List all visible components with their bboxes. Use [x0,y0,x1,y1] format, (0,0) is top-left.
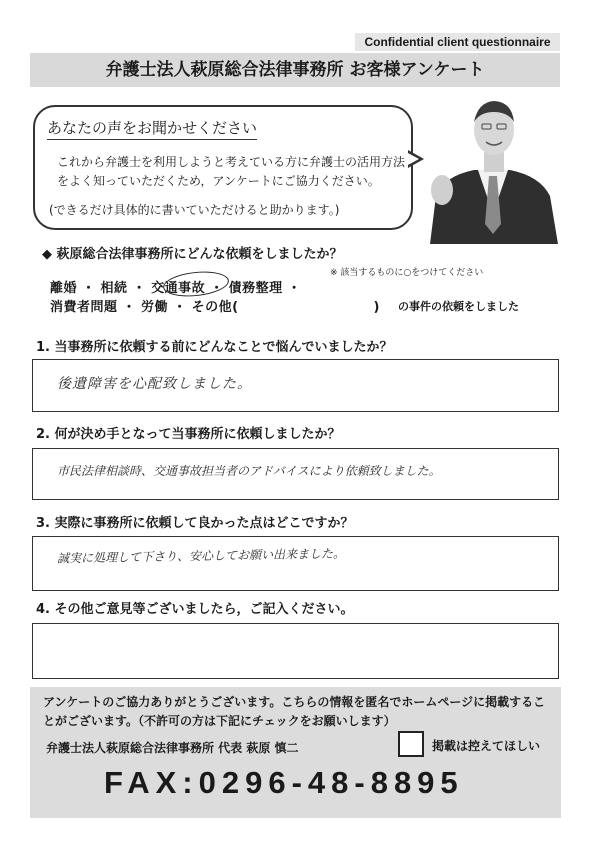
speech-body: これから弁護士を利用しようと考えている方に弁護士の活用方法をよく知っていただくため，アンケートにご協力ください。 [57,155,406,188]
category-list-2: 消費者問題 ・ 労働 ・ その他( ) [50,300,380,315]
question-4: 4. その他ご意見等ございましたら，ご記入ください。 [36,602,354,617]
question-2: 2. 何が決め手となって当事務所に依頼しましたか？ [36,427,341,442]
answer-box-1[interactable] [32,359,559,412]
document-type-label: Confidential client questionnaire [355,33,560,51]
footer-office: 弁護士法人萩原総合法律事務所 代表 萩原 慎二 [46,741,299,755]
footer-thanks: アンケートのご協力ありがとうございます。こちらの情報を匿名でホームページに掲載することがございます。（不許可の方は下記にチェックをお願いします） [43,695,546,728]
question-1: 1. 当事務所に依頼する前にどんなことで悩んでいましたか？ [36,340,393,355]
footer-band [30,687,561,818]
speech-bubble [33,105,413,230]
answer-box-3[interactable] [32,536,559,591]
answer-box-4[interactable] [32,623,559,679]
lawyer-photo [422,92,564,244]
category-suffix: の事件の依頼をしました [398,300,519,313]
request-type-question: ◆ 萩原総合法律事務所にどんな依頼をしましたか？ [42,247,343,262]
speech-tail-inner [406,152,419,166]
page-title: 弁護士法人萩原総合法律事務所 お客様アンケート [30,53,560,87]
answer-2: 市民法律相談時、交通事故担当者のアドバイスにより依頼致しました。 [57,464,441,478]
answer-1: 後遺障害を心配致しました。 [57,376,252,392]
answer-3: 誠実に処理して下さり、安心してお願い出来ました。 [56,546,346,566]
checkbox-label: 掲載は控えてほしい [432,739,541,753]
instruction-note: ※ 該当するものに○をつけてください [330,268,484,278]
no-publish-checkbox[interactable] [398,731,424,757]
fax-number: FAX:0296-48-8895 [104,765,464,800]
category-list-1: 離婚 ・ 相続 ・ 交通事故 ・ 債務整理 ・ [50,281,302,296]
speech-title: あなたの声をお聞かせください [47,117,257,140]
answer-box-2[interactable] [32,448,559,500]
speech-note: (できるだけ具体的に書いていただけると助かります。) [49,203,340,217]
question-3: 3. 実際に事務所に依頼して良かった点はどこですか？ [36,516,354,531]
